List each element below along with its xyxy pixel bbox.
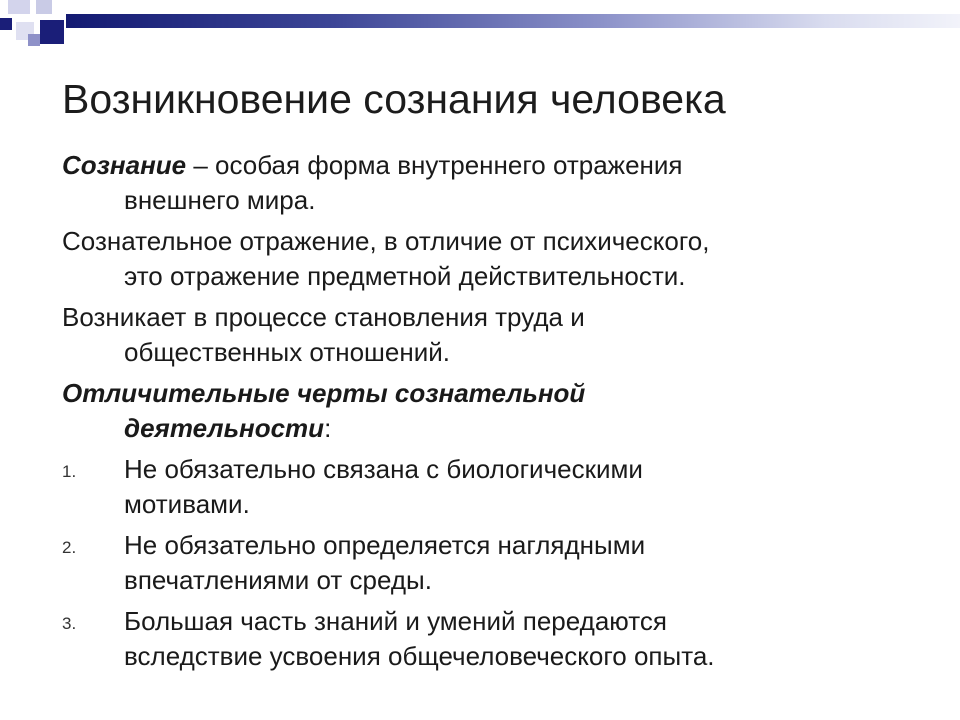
slide-body <box>62 148 922 680</box>
list-item-line-2: впечатлениями от среды. <box>124 565 432 595</box>
list-item <box>62 604 922 674</box>
paragraph-conscious-reflection <box>62 224 922 294</box>
features-heading-line-1: Отличительные черты сознательной <box>62 378 586 408</box>
paragraph-features-heading <box>62 376 922 446</box>
features-heading-line-2: деятельности <box>124 413 325 443</box>
list-item-line-1: Не обязательно связана с биологическими <box>124 454 643 484</box>
list-item-line-2: мотивами. <box>124 489 250 519</box>
list-item-line-2: вследствие усвоения общечеловеческого опыта. <box>124 641 715 671</box>
definition-line-2: внешнего мира. <box>124 185 316 215</box>
list-item <box>62 528 922 598</box>
decorative-square <box>0 18 12 30</box>
origin-line-2: общественных отношений. <box>124 337 450 367</box>
origin-line-1: Возникает в процессе становления труда и <box>62 302 585 332</box>
list-number: 2. <box>62 538 77 557</box>
decorative-square <box>8 0 30 14</box>
features-heading-colon: : <box>324 413 332 443</box>
paragraph-origin <box>62 300 922 370</box>
reflection-line-1: Сознательное отражение, в отличие от психического, <box>62 226 710 256</box>
term-consciousness: Сознание <box>62 150 187 180</box>
list-item-line-1: Большая часть знаний и умений передаются <box>124 606 667 636</box>
decorative-square <box>40 20 64 44</box>
definition-line-1: – особая форма внутреннего отражения <box>186 150 683 180</box>
slide-title: Возникновение сознания человека <box>62 76 726 122</box>
list-number: 1. <box>62 462 77 481</box>
decorative-square <box>36 0 52 14</box>
list-item-line-1: Не обязательно определяется наглядными <box>124 530 646 560</box>
list-number: 3. <box>62 614 77 633</box>
paragraph-definition <box>62 148 922 218</box>
list-item <box>62 452 922 522</box>
reflection-line-2: это отражение предметной действительности. <box>124 261 686 291</box>
decorative-square <box>28 34 40 46</box>
header-gradient-bar <box>66 14 960 28</box>
